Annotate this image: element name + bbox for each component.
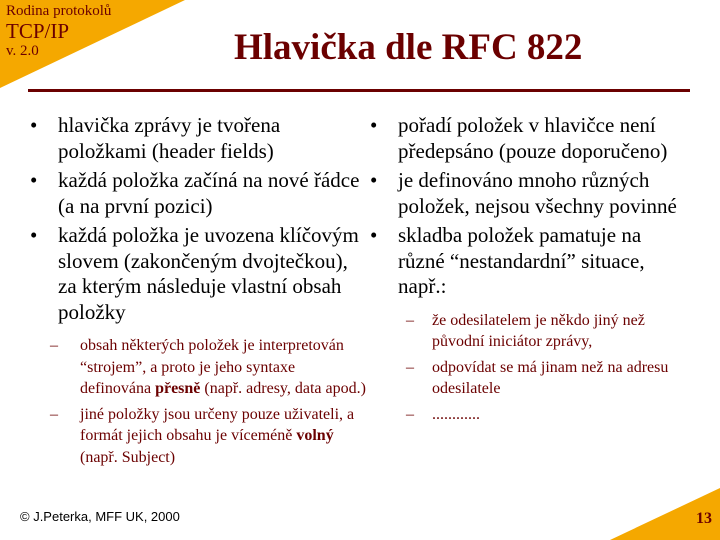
left-sub-list xyxy=(50,335,370,468)
sub-text: odpovídat se má jinam než na adresu odesilatele xyxy=(432,358,669,397)
right-bullet-list xyxy=(370,113,690,425)
bullet-item: • každá položka začíná na nové řádce (a na první pozici) xyxy=(30,168,360,218)
bullet-text: pořadí položek v hlavičce není předepsáno (pouze doporučeno) xyxy=(398,113,668,163)
emphasis-text: přesně xyxy=(155,380,201,397)
sub-item: – odpovídat se má jinam než na adresu odesilatele xyxy=(406,358,669,397)
bullet-text: je definováno mnoho různých položek, nejsou všechny povinné xyxy=(398,168,677,218)
series-line-1: Rodina protokolů xyxy=(6,3,112,19)
bullet-item: • každá položka je uvozena klíčovým slovem (zakončeným dvojtečkou), za kterým následuje vlastní obsah položky – obsah některých položek je interpretován “strojem”, a proto je jeho syntaxe definována přesně (např. adresy, data apod.) – jiné položky jsou určeny pouze uživateli, a formát jejich obsahu je víceméně volný (např. Subject) xyxy=(30,223,370,468)
sub-text: ............ xyxy=(432,405,480,423)
sub-text: (např. adresy, data apod.) xyxy=(200,380,366,397)
series-line-3: v. 2.0 xyxy=(6,43,39,59)
right-sub-list xyxy=(406,310,690,426)
bullet-text: každá položka začíná na nové řádce (a na první pozici) xyxy=(58,168,360,218)
sub-item: – obsah některých položek je interpretován “strojem”, a proto je jeho syntaxe definována přesně (např. adresy, data apod.) xyxy=(50,337,366,397)
slide-title: Hlavička dle RFC 822 xyxy=(234,27,583,68)
title-rule xyxy=(28,89,690,92)
series-label xyxy=(6,4,111,59)
sub-text: (např. Subject) xyxy=(80,448,176,466)
sub-text: že odesilatelem je někdo jiný než původní iniciátor zprávy, xyxy=(432,311,645,350)
sub-text: jiné položky jsou určeny pouze uživateli, a formát jejich obsahu je víceméně xyxy=(80,405,355,444)
emphasis-text: volný xyxy=(296,427,334,444)
right-column xyxy=(370,113,690,429)
copyright-footer: © J.Peterka, MFF UK, 2000 xyxy=(20,509,180,524)
bullet-item: • skladba položek pamatuje na různé “nestandardní” situace, např.: – že odesilatelem je někdo jiný než původní iniciátor zprávy, – odpovídat se má jinam než na adresu odesilatele – ............ xyxy=(370,223,690,425)
bullet-item: • je definováno mnoho různých položek, nejsou všechny povinné xyxy=(370,168,677,218)
left-column xyxy=(30,113,370,472)
bullet-text: hlavička zprávy je tvořena položkami (header fields) xyxy=(58,113,281,163)
sub-item: – ............ xyxy=(406,405,480,423)
sub-item: – že odesilatelem je někdo jiný než původní iniciátor zprávy, xyxy=(406,311,645,350)
bullet-text: skladba položek pamatuje na různé “nestandardní” situace, např.: xyxy=(398,223,645,298)
series-line-2: TCP/IP xyxy=(6,19,70,43)
bullet-text: každá položka je uvozena klíčovým slovem (zakončeným dvojtečkou), za kterým následuje vlastní obsah položky xyxy=(58,223,359,324)
sub-text: obsah některých položek je interpretován “strojem”, a proto je jeho syntaxe definována xyxy=(80,337,344,397)
bullet-item: • hlavička zprávy je tvořena položkami (header fields) xyxy=(30,113,281,163)
page-number: 13 xyxy=(696,510,712,527)
sub-item: – jiné položky jsou určeny pouze uživateli, a formát jejich obsahu je víceméně volný (např. Subject) xyxy=(50,405,355,466)
bullet-item: • pořadí položek v hlavičce není předepsáno (pouze doporučeno) xyxy=(370,113,668,163)
left-bullet-list xyxy=(30,113,370,468)
